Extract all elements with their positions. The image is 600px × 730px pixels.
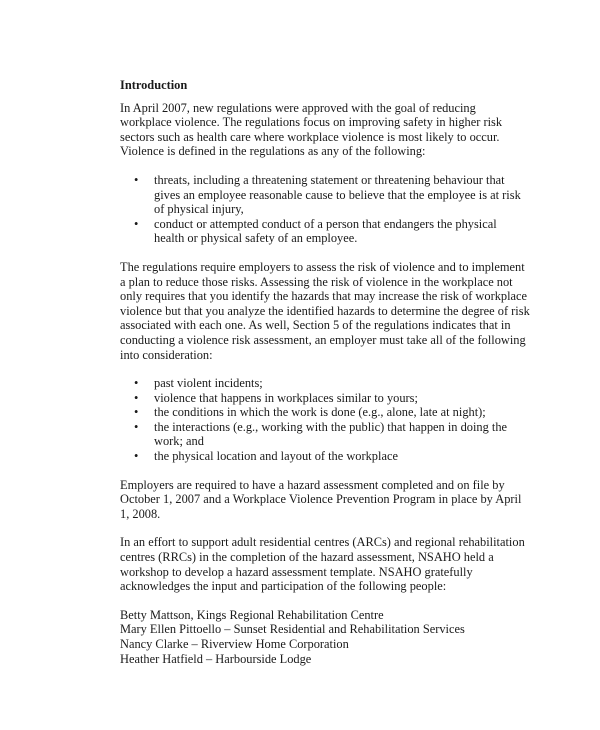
person-entry: Mary Ellen Pittoello – Sunset Residential and Rehabilitation Services [120,622,465,637]
intro-paragraph: In April 2007, new regulations were approved with the goal of reducing workplace violence. The regulations focus on improving safety in higher risk sectors such as health care where workplace violence is most likely to occur. Violence is defined in the regulations as any of the following: [120,100,503,159]
bullet-icon: • [134,216,139,231]
bullet-icon: • [134,419,139,434]
list-item [120,420,530,449]
list-item [120,217,530,246]
people-list [120,608,530,666]
bullet-icon: • [134,405,139,420]
list-item-text: the conditions in which the work is done (e.g., alone, late at night); [154,405,486,420]
list-item [120,173,530,217]
bullet-icon: • [134,376,139,391]
list-item-text: violence that happens in workplaces similar to yours; [154,390,418,405]
list-item [120,391,530,406]
bullet-icon: • [134,390,139,405]
list-item-text: the interactions (e.g., working with the public) that happen in doing the work; and [154,419,508,449]
list-item [120,405,530,420]
bullet-icon: • [134,172,139,187]
acknowledgement-paragraph: In an effort to support adult residential centres (ARCs) and regional rehabilitation centres (RRCs) in the completion of the hazard assessment, NSAHO held a workshop to develop a hazard assessment template. NSAHO gratefully acknowledges the input and participation of the following people: [120,535,525,594]
list-item-text: conduct or attempted conduct of a person that endangers the physical health or physical safety of an employee. [154,216,497,246]
section-heading: Introduction [120,78,188,92]
assessment-paragraph: The regulations require employers to assess the risk of violence and to implement a plan to reduce those risks. Assessing the risk of violence in the workplace not only requires that you identify the hazards that may increase the risk of workplace violence but that you analyze the identified hazards to determine the degree of risk associated with each one. As well, Section 5 of the regulations indicates that in conducting a violence risk assessment, an employer must take all of the following into consideration: [120,259,530,362]
list-item [120,376,530,391]
list-item-text: the physical location and layout of the workplace [154,449,398,464]
person-entry: Heather Hatfield – Harbourside Lodge [120,651,312,666]
person-entry: Nancy Clarke – Riverview Home Corporation [120,637,349,651]
list-item-text: past violent incidents; [154,376,263,391]
considerations-list [120,376,530,464]
bullet-icon: • [134,449,139,464]
list-item [120,449,530,464]
list-item-text: threats, including a threatening statement or threatening behaviour that gives an employee reasonable cause to believe that the employee is at risk of physical injury, [154,172,521,217]
deadline-paragraph: Employers are required to have a hazard assessment completed and on file by October 1, 2007 and a Workplace Violence Prevention Program in place by April 1, 2008. [120,477,522,521]
person-entry: Betty Mattson, Kings Regional Rehabilitation Centre [120,607,384,622]
violence-definitions-list [120,173,530,246]
